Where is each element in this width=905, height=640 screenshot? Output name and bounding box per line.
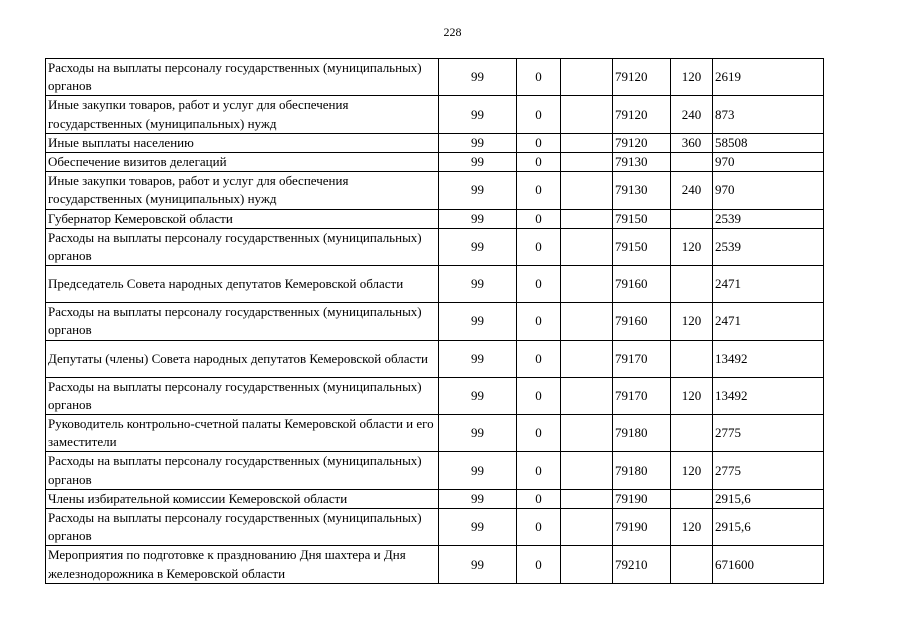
row-subsection: 0: [517, 340, 561, 377]
row-article: 79130: [613, 172, 671, 209]
row-subsection: 0: [517, 266, 561, 303]
table-row: [46, 96, 824, 133]
row-subsection: 0: [517, 489, 561, 508]
row-amount: 2915,6: [713, 489, 824, 508]
row-name: Расходы на выплаты персоналу государственных (муниципальных) органов: [46, 303, 439, 340]
row-article: 79180: [613, 415, 671, 452]
row-amount: 13492: [713, 340, 824, 377]
row-section: 99: [439, 340, 517, 377]
row-expense-type: 120: [671, 509, 713, 546]
row-amount: 13492: [713, 377, 824, 414]
row-section: 99: [439, 509, 517, 546]
row-name: Обеспечение визитов делегаций: [46, 153, 439, 172]
row-name: Мероприятия по подготовке к празднованию Дня шахтера и Дня железнодорожника в Кемеровской области: [46, 546, 439, 583]
row-amount: 2619: [713, 59, 824, 96]
row-expense-type: [671, 415, 713, 452]
row-subsection: 0: [517, 377, 561, 414]
row-subsection: 0: [517, 303, 561, 340]
row-section: 99: [439, 228, 517, 265]
row-name: Расходы на выплаты персоналу государственных (муниципальных) органов: [46, 228, 439, 265]
row-expense-type: [671, 266, 713, 303]
row-section: 99: [439, 489, 517, 508]
row-expense-type: 360: [671, 133, 713, 152]
row-amount: 2775: [713, 415, 824, 452]
row-amount: 58508: [713, 133, 824, 152]
budget-table: [45, 58, 824, 584]
row-target: [561, 377, 613, 414]
table-row: [46, 172, 824, 209]
row-name: Председатель Совета народных депутатов Кемеровской области: [46, 266, 439, 303]
row-name: Депутаты (члены) Совета народных депутатов Кемеровской области: [46, 340, 439, 377]
row-expense-type: [671, 209, 713, 228]
row-target: [561, 340, 613, 377]
row-article: 79150: [613, 228, 671, 265]
row-amount: 873: [713, 96, 824, 133]
table-row: [46, 153, 824, 172]
row-name: Расходы на выплаты персоналу государственных (муниципальных) органов: [46, 509, 439, 546]
row-amount: 970: [713, 153, 824, 172]
row-target: [561, 133, 613, 152]
row-section: 99: [439, 452, 517, 489]
row-subsection: 0: [517, 509, 561, 546]
row-target: [561, 172, 613, 209]
row-subsection: 0: [517, 59, 561, 96]
row-article: 79150: [613, 209, 671, 228]
row-article: 79120: [613, 59, 671, 96]
row-target: [561, 153, 613, 172]
page-number: 228: [443, 25, 462, 39]
row-article: 79120: [613, 96, 671, 133]
row-subsection: 0: [517, 172, 561, 209]
row-target: [561, 59, 613, 96]
table-row: [46, 228, 824, 265]
row-section: 99: [439, 546, 517, 583]
row-amount: 2471: [713, 266, 824, 303]
row-amount: 970: [713, 172, 824, 209]
row-name: Расходы на выплаты персоналу государственных (муниципальных) органов: [46, 452, 439, 489]
row-section: 99: [439, 172, 517, 209]
row-target: [561, 489, 613, 508]
row-subsection: 0: [517, 96, 561, 133]
row-subsection: 0: [517, 133, 561, 152]
row-target: [561, 546, 613, 583]
row-target: [561, 228, 613, 265]
row-expense-type: 120: [671, 303, 713, 340]
row-amount: 2471: [713, 303, 824, 340]
row-name: Иные закупки товаров, работ и услуг для обеспечения государственных (муниципальных) нужд: [46, 172, 439, 209]
table-row: [46, 415, 824, 452]
row-name: Иные закупки товаров, работ и услуг для обеспечения государственных (муниципальных) нужд: [46, 96, 439, 133]
row-section: 99: [439, 415, 517, 452]
row-section: 99: [439, 96, 517, 133]
table-row: [46, 489, 824, 508]
row-expense-type: [671, 546, 713, 583]
row-name: Губернатор Кемеровской области: [46, 209, 439, 228]
row-name: Расходы на выплаты персоналу государственных (муниципальных) органов: [46, 59, 439, 96]
budget-table-body: [46, 59, 824, 584]
row-expense-type: [671, 489, 713, 508]
row-name: Иные выплаты населению: [46, 133, 439, 152]
row-section: 99: [439, 303, 517, 340]
row-expense-type: 240: [671, 96, 713, 133]
row-target: [561, 266, 613, 303]
row-subsection: 0: [517, 452, 561, 489]
row-article: 79190: [613, 489, 671, 508]
table-row: [46, 509, 824, 546]
row-article: 79170: [613, 340, 671, 377]
row-amount: 2539: [713, 228, 824, 265]
table-row: [46, 209, 824, 228]
table-row: [46, 377, 824, 414]
table-row: [46, 133, 824, 152]
row-article: 79210: [613, 546, 671, 583]
table-row: [46, 59, 824, 96]
row-target: [561, 452, 613, 489]
row-target: [561, 209, 613, 228]
table-row: [46, 452, 824, 489]
row-amount: 2775: [713, 452, 824, 489]
row-article: 79160: [613, 266, 671, 303]
row-amount: 2915,6: [713, 509, 824, 546]
row-name: Расходы на выплаты персоналу государственных (муниципальных) органов: [46, 377, 439, 414]
row-section: 99: [439, 266, 517, 303]
row-expense-type: 120: [671, 377, 713, 414]
row-amount: 671600: [713, 546, 824, 583]
row-section: 99: [439, 133, 517, 152]
row-article: 79190: [613, 509, 671, 546]
row-target: [561, 415, 613, 452]
row-article: 79120: [613, 133, 671, 152]
row-expense-type: 120: [671, 452, 713, 489]
row-expense-type: [671, 340, 713, 377]
row-section: 99: [439, 209, 517, 228]
row-section: 99: [439, 59, 517, 96]
row-article: 79130: [613, 153, 671, 172]
table-row: [46, 340, 824, 377]
row-section: 99: [439, 153, 517, 172]
row-target: [561, 303, 613, 340]
row-article: 79160: [613, 303, 671, 340]
row-name: Члены избирательной комиссии Кемеровской области: [46, 489, 439, 508]
row-name: Руководитель контрольно-счетной палаты Кемеровской области и его заместители: [46, 415, 439, 452]
row-subsection: 0: [517, 546, 561, 583]
table-row: [46, 303, 824, 340]
row-article: 79180: [613, 452, 671, 489]
row-expense-type: [671, 153, 713, 172]
table-row: [46, 546, 824, 583]
row-subsection: 0: [517, 415, 561, 452]
row-amount: 2539: [713, 209, 824, 228]
row-subsection: 0: [517, 209, 561, 228]
row-section: 99: [439, 377, 517, 414]
row-target: [561, 509, 613, 546]
row-subsection: 0: [517, 228, 561, 265]
row-subsection: 0: [517, 153, 561, 172]
row-expense-type: 120: [671, 228, 713, 265]
row-expense-type: 120: [671, 59, 713, 96]
table-row: [46, 266, 824, 303]
row-target: [561, 96, 613, 133]
row-expense-type: 240: [671, 172, 713, 209]
row-article: 79170: [613, 377, 671, 414]
